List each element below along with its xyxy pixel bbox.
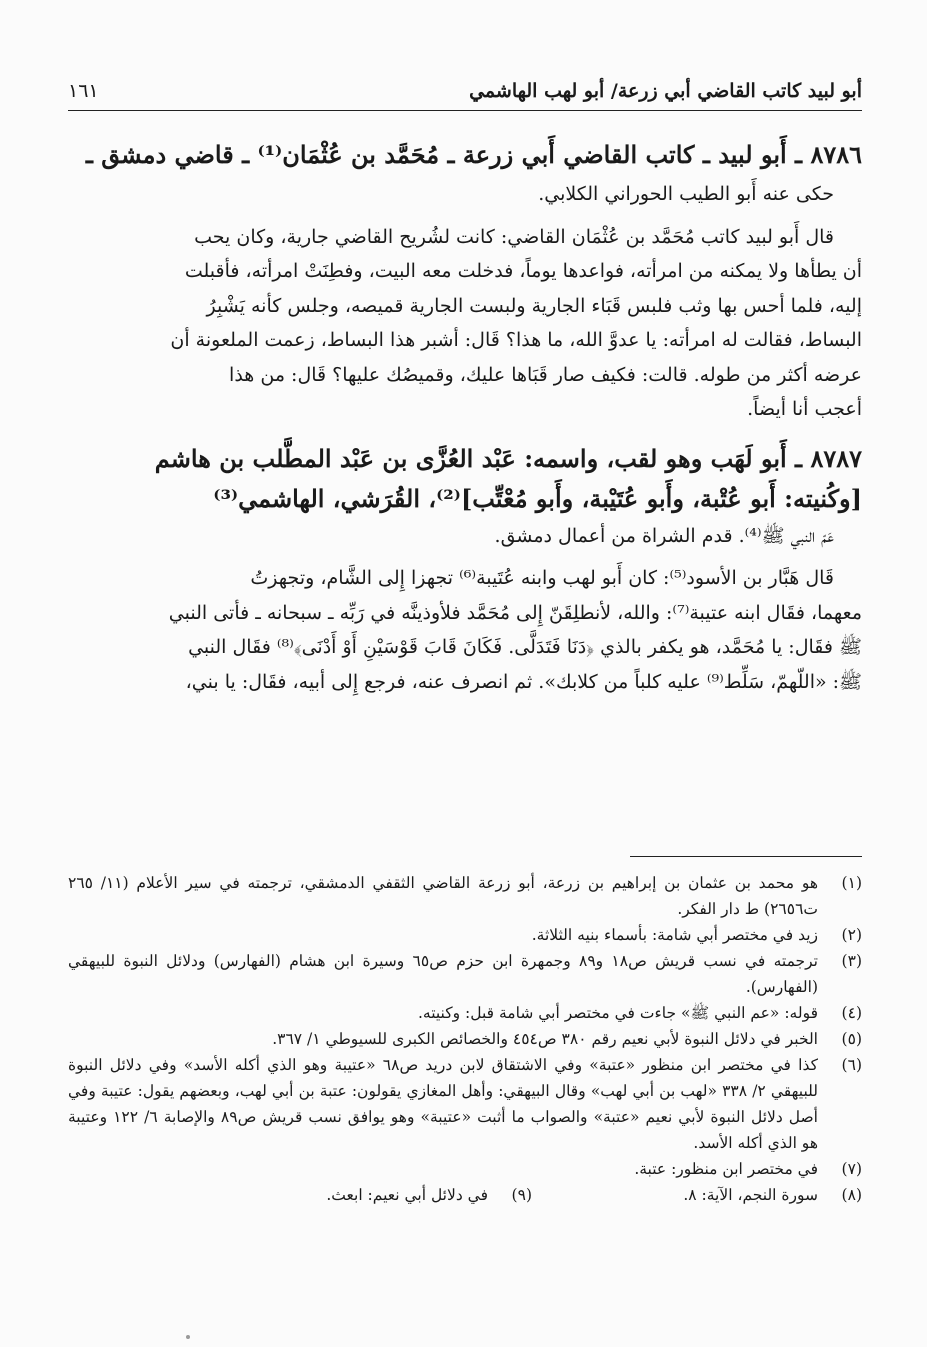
footnote-text: قوله: «عم النبي ﷺ» جاءت في مختصر أبي شامة قبل: وكنيته.	[417, 1004, 818, 1022]
footnote-number: (٩)	[511, 1186, 532, 1204]
footnote-text: في دلائل أبي نعيم: ابعث.	[326, 1186, 488, 1204]
footnote	[68, 948, 862, 1000]
footnote-number: (٨)	[841, 1186, 862, 1204]
running-title: أبو لبيد كاتب القاضي أبي زرعة/ أبو لهب الهاشمي	[469, 80, 862, 102]
entry-8786-line: أن يطأها ولا يمكنه من امرأته، فواعدها يوماً، فدخلت معه البيت، وفطِنَتْ امرأته، فأقبلت	[184, 260, 862, 282]
footnote-number: (٣)	[841, 952, 862, 970]
running-header	[68, 78, 862, 111]
footnote-text: ترجمته في نسب قريش ص١٨ و٨٩ وجمهرة ابن حزم ص٦٥ وسيرة ابن هشام (الفهارس) ودلائل النبوة للبيهقي (الفهارس).	[68, 952, 818, 996]
entry-8787-line: ﷺ فقَال: يا مُحَمَّد، هو يكفر بالذي ﴿دَنَا فَتَدَلَّى. فَكَانَ قَابَ قَوْسَيْنِ أَوْ أَدْنَى﴾⁽⁸⁾ فقَال النبي	[188, 636, 862, 658]
footnote-number: (٢)	[841, 926, 862, 944]
entry-8787-line: ﷺ: «اللّهمّ، سَلِّط⁽⁹⁾ عليه كلباً من كلابك». ثم انصرف عنه، فرجع إِلى أبيه، فقَال: يا بني،	[185, 670, 862, 693]
footnote-text: هو محمد بن عثمان بن إبراهيم بن زرعة، أبو زرعة القاضي الثقفي الدمشقي، ترجمته في سير الأعلام (١١/ ٢٦٥ ت٢٦٥٦) ط دار الفكر.	[68, 874, 818, 918]
entry-8786-line: حكى عنه أَبو الطيب الحوراني الكلابي.	[538, 183, 834, 205]
footnote-separator	[630, 856, 862, 857]
entry-8787-title-line-1: ٨٧٨٧ ـ أَبو لَهَب وهو لقب، واسمه: عَبْد العُزَّى بن عَبْد المطَّلب بن هاشم	[154, 443, 862, 473]
footnote-text: سورة النجم، الآية: ٨.	[683, 1186, 818, 1204]
footnotes	[68, 870, 862, 1208]
entry-8786-line: أعجب أنا أيضاً.	[747, 398, 862, 420]
footnote	[68, 1156, 862, 1182]
footnote	[532, 1182, 862, 1208]
entry-8786-line: قال أَبو لبيد كاتب مُحَمَّد بن عُثْمَان القاضي: كانت لشُريح القاضي جارية، وكان يحب	[194, 225, 834, 248]
entry-8786-line: عرضه أكثر من طوله. قالت: فكيف صار قَبَاها عليك، وقميصُك عليها؟ قَال: من هذا	[229, 363, 862, 386]
entry-8787-line: قَال هَبَّار بن الأسود⁽⁵⁾: كان أَبو لهب وابنه عُتَيبة⁽⁶⁾ تجهزا إِلى الشَّام، وتجهزتُ	[250, 567, 834, 589]
footnote-number: (١)	[841, 874, 862, 892]
footnote	[68, 922, 862, 948]
entry-8787-line: معهما، فقَال ابنه عتيبة⁽⁷⁾: والله، لأنطلِقَنّ إِلى مُحَمَّد فلأوذينَّه في رَبِّه ـ سبحانه ـ فأتى النبي	[168, 601, 862, 624]
footnote-text: في مختصر ابن منظور: عتبة.	[634, 1160, 818, 1178]
footnote-number: (٤)	[841, 1004, 862, 1022]
footnote-text: الخبر في دلائل النبوة لأبي نعيم رقم ٣٨٠ ص٤٥٤ والخصائص الكبرى للسيوطي ١/ ٣٦٧.	[272, 1030, 818, 1048]
footnote-number: (٥)	[841, 1030, 862, 1048]
entry-8787-title-line-2: [وكُنيته: أَبو عُتْبة، وأَبو عُتَيْبة، وأَبو مُعْتِّب]⁽²⁾، القُرَشي، الهاشمي⁽³⁾	[213, 483, 862, 513]
scan-speck	[186, 1335, 190, 1339]
page-body	[68, 78, 862, 699]
entry-8786-line: البساط، فقالت له امرأته: يا عدوَّ الله، ما هذا؟ قَال: أشبر هذا البساط، زعمت الملعونة أن	[170, 329, 862, 351]
footnote	[68, 1052, 862, 1156]
footnote-number: (٧)	[841, 1160, 862, 1178]
entry-8787-line: عَمّ النبي ﷺ⁽⁴⁾. قدم الشراة من أعمال دمشق.	[494, 524, 834, 547]
footnote-number: (٦)	[841, 1056, 862, 1074]
footnote-text: زيد في مختصر أبي شامة: بأسماء بنيه الثلاثة.	[531, 926, 818, 944]
footnote-pair	[68, 1182, 862, 1208]
entry-8786-title: ٨٧٨٦ ـ أَبو لبيد ـ كاتب القاضي أَبي زرعة ـ مُحَمَّد بن عُثْمَان⁽¹⁾ ـ قاضي دمشق ـ	[85, 140, 862, 169]
page-number: ١٦١	[68, 80, 99, 102]
footnote	[68, 1000, 862, 1026]
footnote	[326, 1182, 532, 1208]
footnote	[68, 870, 862, 922]
footnote	[68, 1026, 862, 1052]
entry-8786-line: إليه، فلما أحس بها وثب فلبس قَبَاء الجارية ولبست الجارية قميصه، وجلس كأنه يَشْبِرُ	[206, 294, 862, 317]
footnote-text: كذا في مختصر ابن منظور «عتبة» وفي الاشتقاق لابن دريد ص٦٨ «عتيبة وهو الذي أكله الأسد» وفي دلائل النبوة للبيهقي ٢/ ٣٣٨ «لهب بن أبي لهب» وقال البيهقي: وأهل المغازي يقولون: عتبة بن أبي لهب، وبعضهم يقول: عتيبة وفي أصل دلائل النبوة لأبي نعيم «عتبة» والصواب ما أثبت «عتيبة» وهو يوافق نسب قريش ص٨٩ والإصابة ٦/ ١٢٢ وعتيبة هو الذي أكله الأسد.	[68, 1056, 818, 1152]
